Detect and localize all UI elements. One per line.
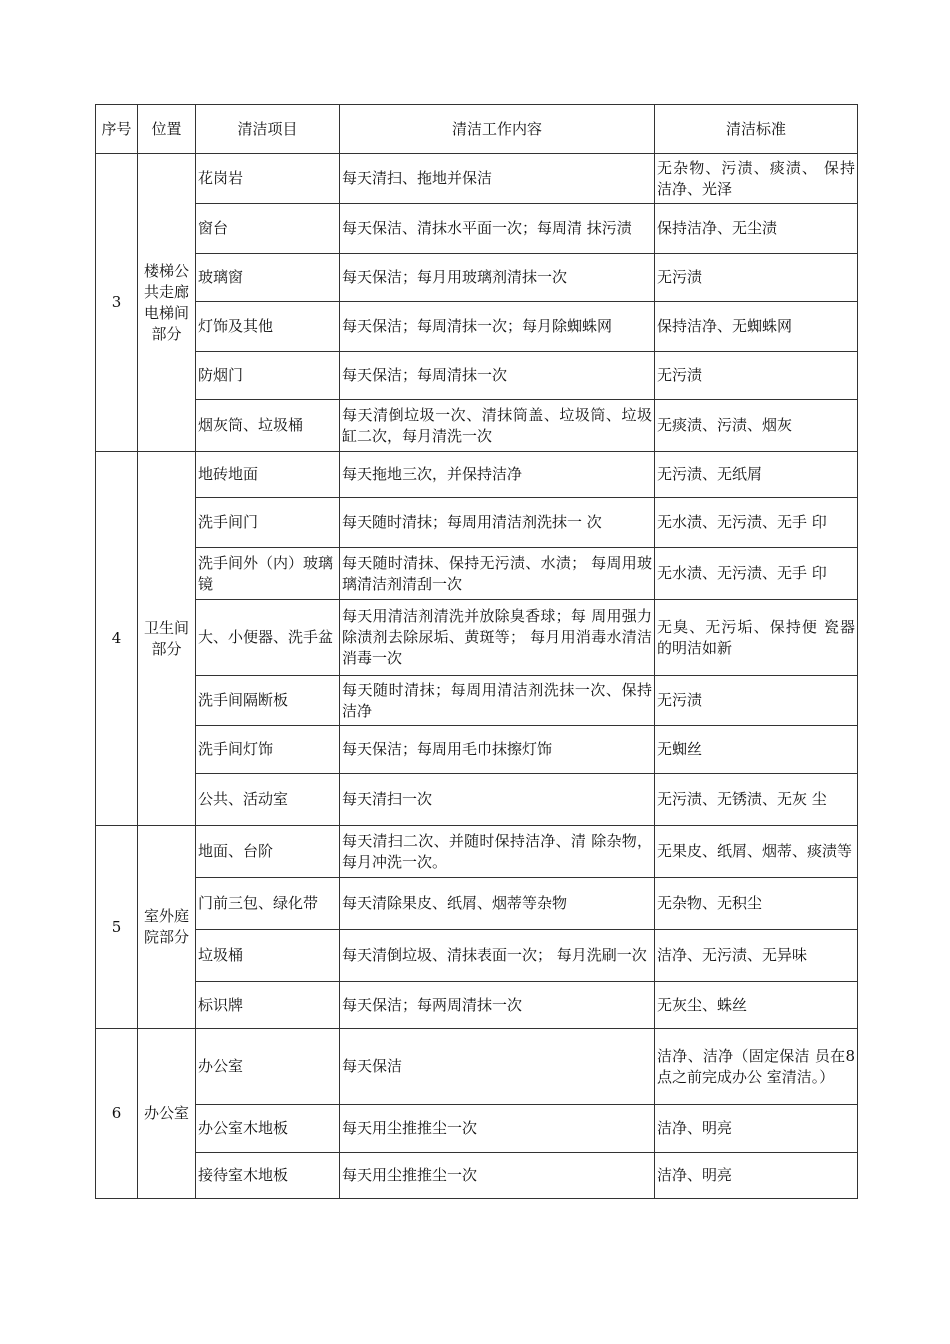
table-row (96, 826, 858, 878)
standard-cell: 保持洁净、无尘渍 (655, 204, 858, 254)
standard-cell: 保持洁净、无蜘蛛网 (655, 302, 858, 352)
content-cell: 每天清除果皮、纸屑、烟蒂等杂物 (340, 878, 655, 930)
item-cell: 窗台 (196, 204, 340, 254)
header-location: 位置 (138, 105, 196, 154)
content-cell: 每天随时清抹、保持无污渍、水渍； 每周用玻璃清洁剂清刮一次 (340, 548, 655, 600)
item-cell: 洗手间外（内）玻璃镜 (196, 548, 340, 600)
content-cell: 每天用清洁剂清洗并放除臭香球；每 周用强力除渍剂去除尿垢、黄斑等； 每月用消毒水清洁消毒一次 (340, 600, 655, 676)
table-row (96, 352, 858, 400)
table-row (96, 204, 858, 254)
header-no: 序号 (96, 105, 138, 154)
standard-cell: 无污渍、无锈渍、无灰 尘 (655, 774, 858, 826)
content-cell: 每天清倒垃圾一次、清抹筒盖、垃圾筒、垃圾缸二次，每月清洗一次 (340, 400, 655, 452)
standard-cell: 无杂物、无积尘 (655, 878, 858, 930)
item-cell: 地砖地面 (196, 452, 340, 498)
group-location: 室外庭院部分 (138, 826, 196, 1029)
standard-cell: 无污渍 (655, 254, 858, 302)
table-row (96, 600, 858, 676)
group-location: 卫生间部分 (138, 452, 196, 826)
content-cell: 每天保洁、清抹水平面一次；每周清 抹污渍 (340, 204, 655, 254)
content-cell: 每天保洁；每月用玻璃剂清抹一次 (340, 254, 655, 302)
standard-cell: 无污渍 (655, 676, 858, 726)
header-item: 清洁项目 (196, 105, 340, 154)
header-standard: 清洁标准 (655, 105, 858, 154)
standard-cell: 无果皮、纸屑、烟蒂、痰渍等 (655, 826, 858, 878)
standard-cell: 洁净、明亮 (655, 1153, 858, 1199)
table-row (96, 400, 858, 452)
group-location: 办公室 (138, 1029, 196, 1199)
content-cell: 每天清扫二次、并随时保持洁净、清 除杂物，每月冲洗一次。 (340, 826, 655, 878)
content-cell: 每天随时清抹；每周用清洁剂洗抹一次、保持洁净 (340, 676, 655, 726)
content-cell: 每天用尘推推尘一次 (340, 1153, 655, 1199)
content-cell: 每天随时清抹；每周用清洁剂洗抹一 次 (340, 498, 655, 548)
content-cell: 每天清扫一次 (340, 774, 655, 826)
cleaning-standards-table (95, 104, 858, 1199)
content-cell: 每天保洁 (340, 1029, 655, 1105)
item-cell: 防烟门 (196, 352, 340, 400)
content-cell: 每天保洁；每周清抹一次；每月除蜘蛛网 (340, 302, 655, 352)
table-row (96, 726, 858, 774)
item-cell: 洗手间门 (196, 498, 340, 548)
table-row (96, 930, 858, 982)
item-cell: 接待室木地板 (196, 1153, 340, 1199)
table-row (96, 302, 858, 352)
standard-cell: 无污渍 (655, 352, 858, 400)
table-header-row (96, 105, 858, 154)
table-row (96, 154, 858, 204)
item-cell: 洗手间灯饰 (196, 726, 340, 774)
header-content: 清洁工作内容 (340, 105, 655, 154)
item-cell: 公共、活动室 (196, 774, 340, 826)
item-cell: 大、小便器、洗手盆 (196, 600, 340, 676)
standard-cell: 洁净、洁净（固定保洁 员在8点之前完成办公 室清洁。） (655, 1029, 858, 1105)
content-cell: 每天清倒垃圾、清抹表面一次； 每月洗刷一次 (340, 930, 655, 982)
standard-cell: 无水渍、无污渍、无手 印 (655, 548, 858, 600)
content-cell: 每天用尘推推尘一次 (340, 1105, 655, 1153)
group-no: 3 (96, 154, 138, 452)
table-row (96, 676, 858, 726)
standard-cell: 无蜘丝 (655, 726, 858, 774)
standard-cell: 无痰渍、污渍、烟灰 (655, 400, 858, 452)
table-row (96, 1153, 858, 1199)
item-cell: 灯饰及其他 (196, 302, 340, 352)
table-row (96, 982, 858, 1029)
standard-cell: 无杂物、污渍、痰渍、 保持洁净、光泽 (655, 154, 858, 204)
group-no: 4 (96, 452, 138, 826)
standard-cell: 无污渍、无纸屑 (655, 452, 858, 498)
table-row (96, 498, 858, 548)
content-cell: 每天保洁；每两周清抹一次 (340, 982, 655, 1029)
table-row (96, 1105, 858, 1153)
item-cell: 地面、台阶 (196, 826, 340, 878)
table-row (96, 878, 858, 930)
table-row (96, 254, 858, 302)
table-row (96, 1029, 858, 1105)
standard-cell: 无水渍、无污渍、无手 印 (655, 498, 858, 548)
content-cell: 每天保洁；每周清抹一次 (340, 352, 655, 400)
item-cell: 垃圾桶 (196, 930, 340, 982)
group-no: 5 (96, 826, 138, 1029)
content-cell: 每天清扫、拖地并保洁 (340, 154, 655, 204)
item-cell: 烟灰筒、垃圾桶 (196, 400, 340, 452)
item-cell: 标识牌 (196, 982, 340, 1029)
item-cell: 洗手间隔断板 (196, 676, 340, 726)
group-no: 6 (96, 1029, 138, 1199)
item-cell: 门前三包、绿化带 (196, 878, 340, 930)
table-row (96, 774, 858, 826)
group-location: 楼梯公共走廊电梯间部分 (138, 154, 196, 452)
content-cell: 每天拖地三次，并保持洁净 (340, 452, 655, 498)
item-cell: 花岗岩 (196, 154, 340, 204)
standard-cell: 无臭、无污垢、保持便 瓷器的明洁如新 (655, 600, 858, 676)
table-row (96, 452, 858, 498)
table-row (96, 548, 858, 600)
standard-cell: 洁净、无污渍、无异味 (655, 930, 858, 982)
standard-cell: 洁净、明亮 (655, 1105, 858, 1153)
item-cell: 办公室木地板 (196, 1105, 340, 1153)
standard-cell: 无灰尘、蛛丝 (655, 982, 858, 1029)
item-cell: 玻璃窗 (196, 254, 340, 302)
item-cell: 办公室 (196, 1029, 340, 1105)
content-cell: 每天保洁；每周用毛巾抹擦灯饰 (340, 726, 655, 774)
